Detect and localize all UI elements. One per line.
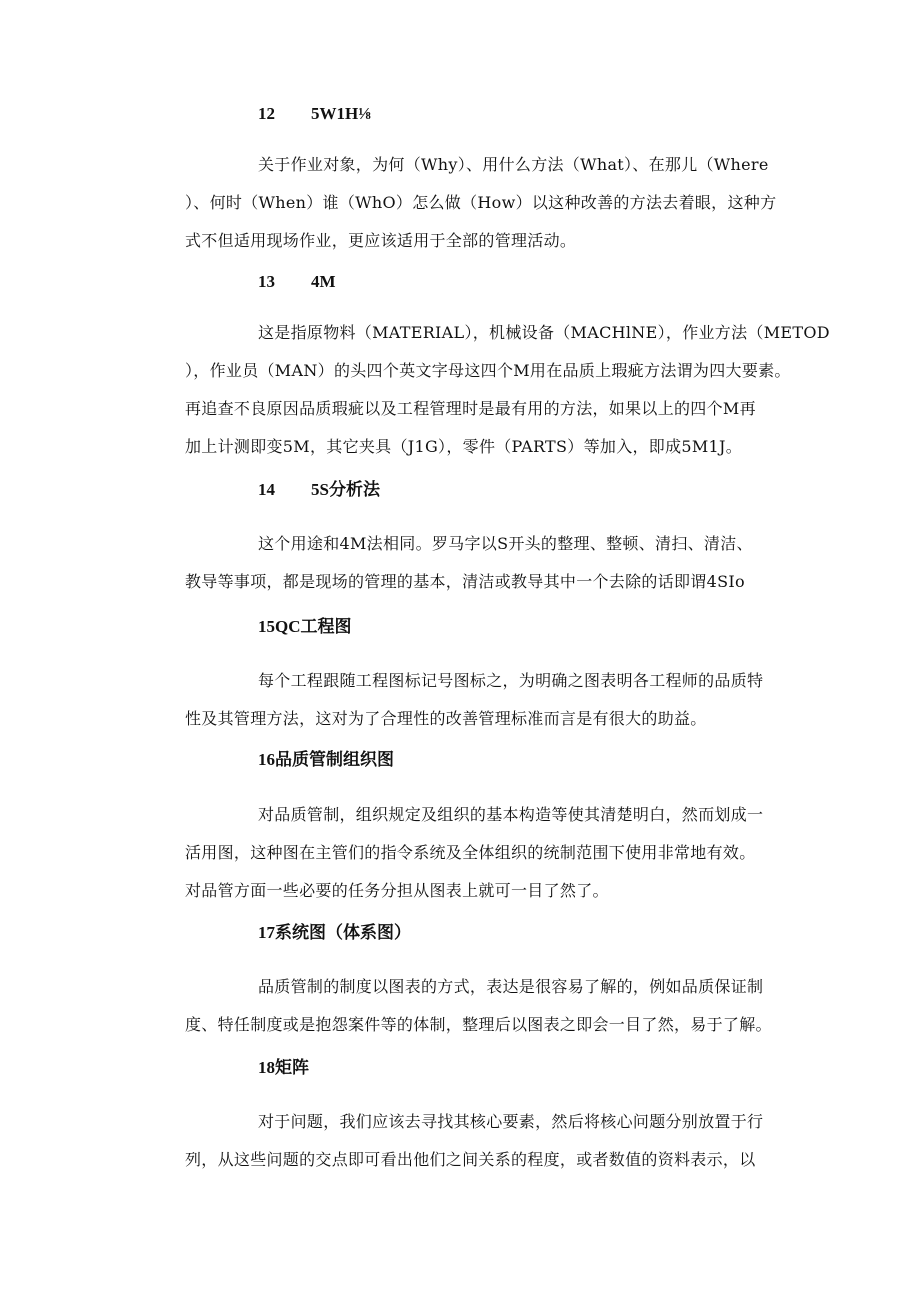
section-number: 14: [258, 480, 275, 499]
section-number: 15: [258, 617, 275, 636]
section-number: 17: [258, 923, 275, 942]
body-line: ），作业员（MAN）的头四个英文字母这四个M用在品质上瑕疵方法谓为四大要素。: [185, 361, 791, 380]
body-line: 教导等事项，都是现场的管理的基本，清洁或教导其中一个去除的话即谓4SIo: [185, 572, 745, 591]
body-line: 这是指原物料（MATERIAL），机械设备（MACHlNE），作业方法（METOD: [258, 323, 830, 342]
section-heading-13: [258, 271, 336, 293]
section-body-13: [185, 314, 830, 466]
section-title: 系统图（体系图）: [275, 923, 411, 942]
section-number: 18: [258, 1058, 275, 1077]
body-line: 列，从这些问题的交点即可看出他们之间关系的程度，或者数值的资料表示，以: [185, 1150, 756, 1169]
body-line: ）、何时（When）谁（WhO）怎么做（How）以这种改善的方法去着眼，这种方: [185, 193, 777, 212]
body-line: 对品质管制，组织规定及组织的基本构造等使其清楚明白，然而划成一: [258, 805, 764, 824]
section-body-12: [185, 146, 791, 260]
body-line: 性及其管理方法，这对为了合理性的改善管理标准而言是有很大的助益。: [185, 709, 707, 728]
section-body-16: [185, 796, 791, 910]
section-title: 5W1H⅛: [311, 104, 371, 123]
section-number: 16: [258, 750, 275, 769]
body-line: 每个工程跟随工程图标记号图标之，为明确之图表明各工程师的品质特: [258, 671, 764, 690]
section-heading-14: [258, 479, 380, 501]
section-title: 矩阵: [275, 1058, 309, 1077]
section-heading-12: [258, 103, 371, 125]
body-line: 活用图，这种图在主管们的指令系统及全体组织的统制范围下使用非常地有效。: [185, 843, 756, 862]
section-body-15: [185, 662, 791, 738]
section-number: 13: [258, 272, 275, 291]
body-line: 加上计测即变5M，其它夹具（J1G），零件（PARTS）等加入，即成5M1J。: [185, 437, 743, 456]
body-line: 度、特任制度或是抱怨案件等的体制，整理后以图表之即会一目了然，易于了解。: [185, 1015, 772, 1034]
section-title: QC工程图: [275, 617, 352, 636]
body-line: 对于问题，我们应该去寻找其核心要素，然后将核心问题分别放置于行: [258, 1112, 764, 1131]
body-line: 品质管制的制度以图表的方式，表达是很容易了解的，例如品质保证制: [258, 977, 764, 996]
body-line: 对品管方面一些必要的任务分担从图表上就可一目了然了。: [185, 881, 609, 900]
section-body-17: [185, 968, 791, 1044]
section-title: 4M: [311, 272, 336, 291]
section-title: 品质管制组织图: [275, 750, 394, 769]
section-heading-15: [258, 616, 352, 638]
body-line: 式不但适用现场作业，更应该适用于全部的管理活动。: [185, 231, 577, 250]
section-body-18: [185, 1103, 791, 1179]
section-heading-18: [258, 1057, 309, 1079]
section-title: 5S分析法: [311, 480, 380, 499]
body-line: 这个用途和4M法相同。罗马字以S开头的整理、整顿、清扫、清洁、: [258, 534, 753, 553]
section-number: 12: [258, 104, 275, 123]
section-heading-16: [258, 749, 394, 771]
section-heading-17: [258, 922, 411, 944]
body-line: 关于作业对象，为何（Why）、用什么方法（What）、在那儿（Where: [258, 155, 769, 174]
body-line: 再追查不良原因品质瑕疵以及工程管理时是最有用的方法，如果以上的四个M再: [185, 399, 756, 418]
section-body-14: [185, 525, 791, 601]
